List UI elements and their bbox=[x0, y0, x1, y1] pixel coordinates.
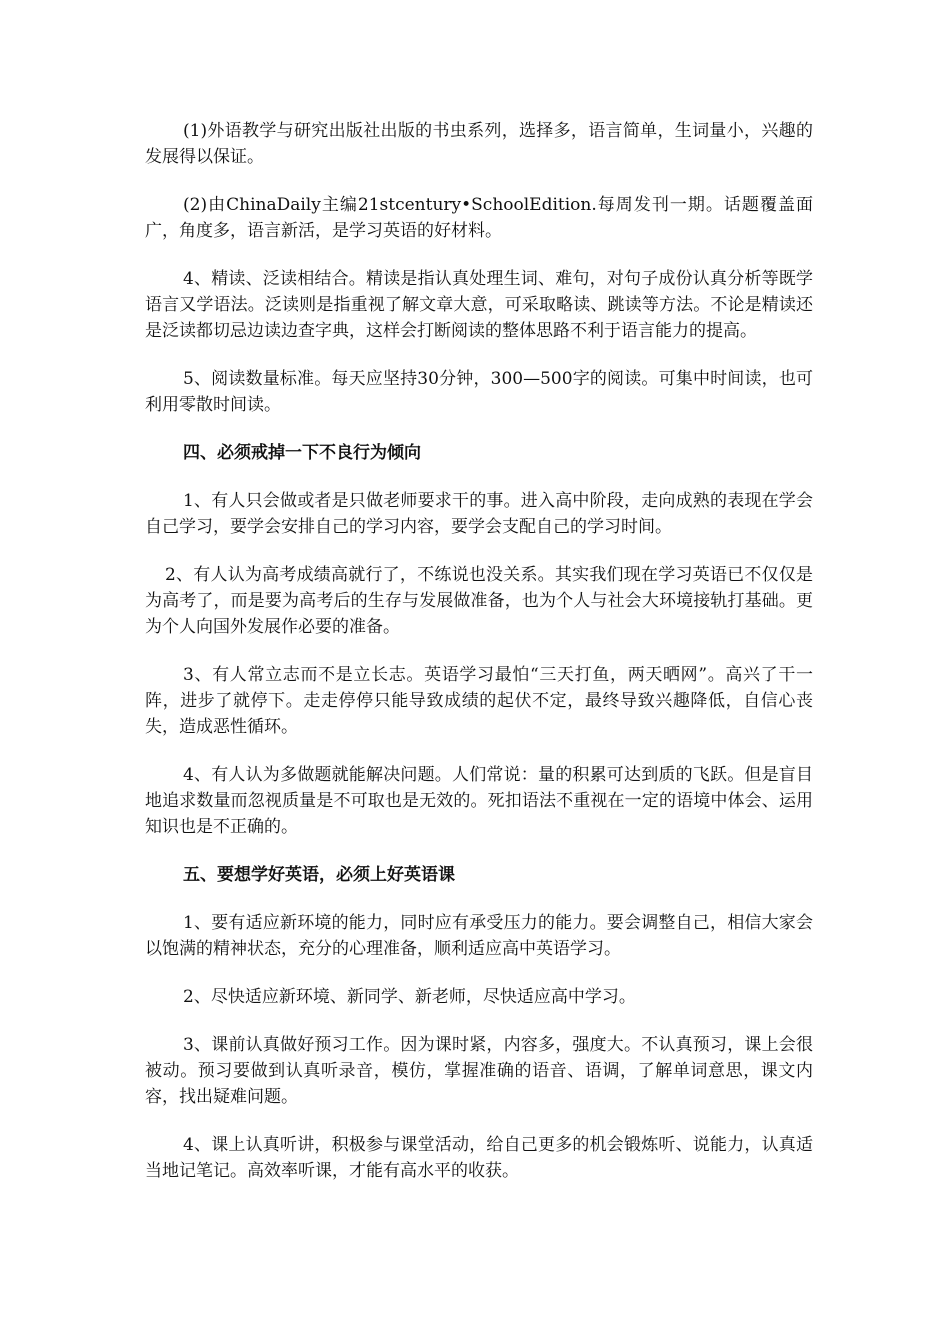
paragraph-class-3: 3、课前认真做好预习工作。因为课时紧，内容多，强度大。不认真预习，课上会很被动。预习要做到认真听录音，模仿，掌握准确的语音、语调，了解单词意思，课文内容，找出疑难问题。 bbox=[145, 1035, 813, 1107]
paragraph-intensive-extensive-reading: 4、精读、泛读相结合。精读是指认真处理生词、难句，对句子成份认真分析等既学语言又学语法。泛读则是指重视了解文章大意，可采取略读、跳读等方法。不论是精读还是泛读都切忌边读边查字典，这样会打断阅读的整体思路不利于语言能力的提高。 bbox=[145, 269, 813, 341]
paragraph-habit-1: 1、有人只会做或者是只做老师要求干的事。进入高中阶段，走向成熟的表现在学会自己学习，要学会安排自己的学习内容，要学会支配自己的学习时间。 bbox=[145, 491, 813, 537]
paragraph-book-series: (1)外语教学与研究出版社出版的书虫系列，选择多，语言简单，生词量小，兴趣的发展得以保证。 bbox=[145, 121, 813, 167]
document-page bbox=[145, 118, 813, 1184]
paragraph-habit-2: 2、有人认为高考成绩高就行了，不练说也没关系。其实我们现在学习英语已不仅仅是为高考了，而是要为高考后的生存与发展做准备，也为个人与社会大环境接轨打基础。更为个人向国外发展作必要的准备。 bbox=[145, 565, 813, 637]
paragraph-class-2: 2、尽快适应新环境、新同学、新老师，尽快适应高中学习。 bbox=[183, 987, 636, 1007]
section-heading-bad-habits: 四、必须戒掉一下不良行为倾向 bbox=[183, 443, 421, 463]
section-heading-english-class: 五、要想学好英语，必须上好英语课 bbox=[183, 865, 455, 885]
paragraph-reading-quantity: 5、阅读数量标准。每天应坚持30分钟，300—500字的阅读。可集中时间读，也可利用零散时间读。 bbox=[145, 369, 813, 415]
paragraph-habit-4: 4、有人认为多做题就能解决问题。人们常说：量的积累可达到质的飞跃。但是盲目地追求数量而忽视质量是不可取也是无效的。死扣语法不重视在一定的语境中体会、运用知识也是不正确的。 bbox=[145, 765, 813, 837]
paragraph-habit-3: 3、有人常立志而不是立长志。英语学习最怕“三天打鱼，两天晒网”。高兴了干一阵，进步了就停下。走走停停只能导致成绩的起伏不定，最终导致兴趣降低，自信心丧失，造成恶性循环。 bbox=[145, 665, 813, 737]
paragraph-class-4: 4、课上认真听讲，积极参与课堂活动，给自己更多的机会锻炼听、说能力，认真适当地记笔记。高效率听课，才能有高水平的收获。 bbox=[145, 1135, 813, 1181]
paragraph-class-1: 1、要有适应新环境的能力，同时应有承受压力的能力。要会调整自己，相信大家会以饱满的精神状态，充分的心理准备，顺利适应高中英语学习。 bbox=[145, 913, 813, 959]
paragraph-china-daily: (2)由ChinaDaily主编21stcentury•SchoolEdition.每周发刊一期。话题覆盖面广，角度多，语言新活，是学习英语的好材料。 bbox=[145, 195, 813, 241]
